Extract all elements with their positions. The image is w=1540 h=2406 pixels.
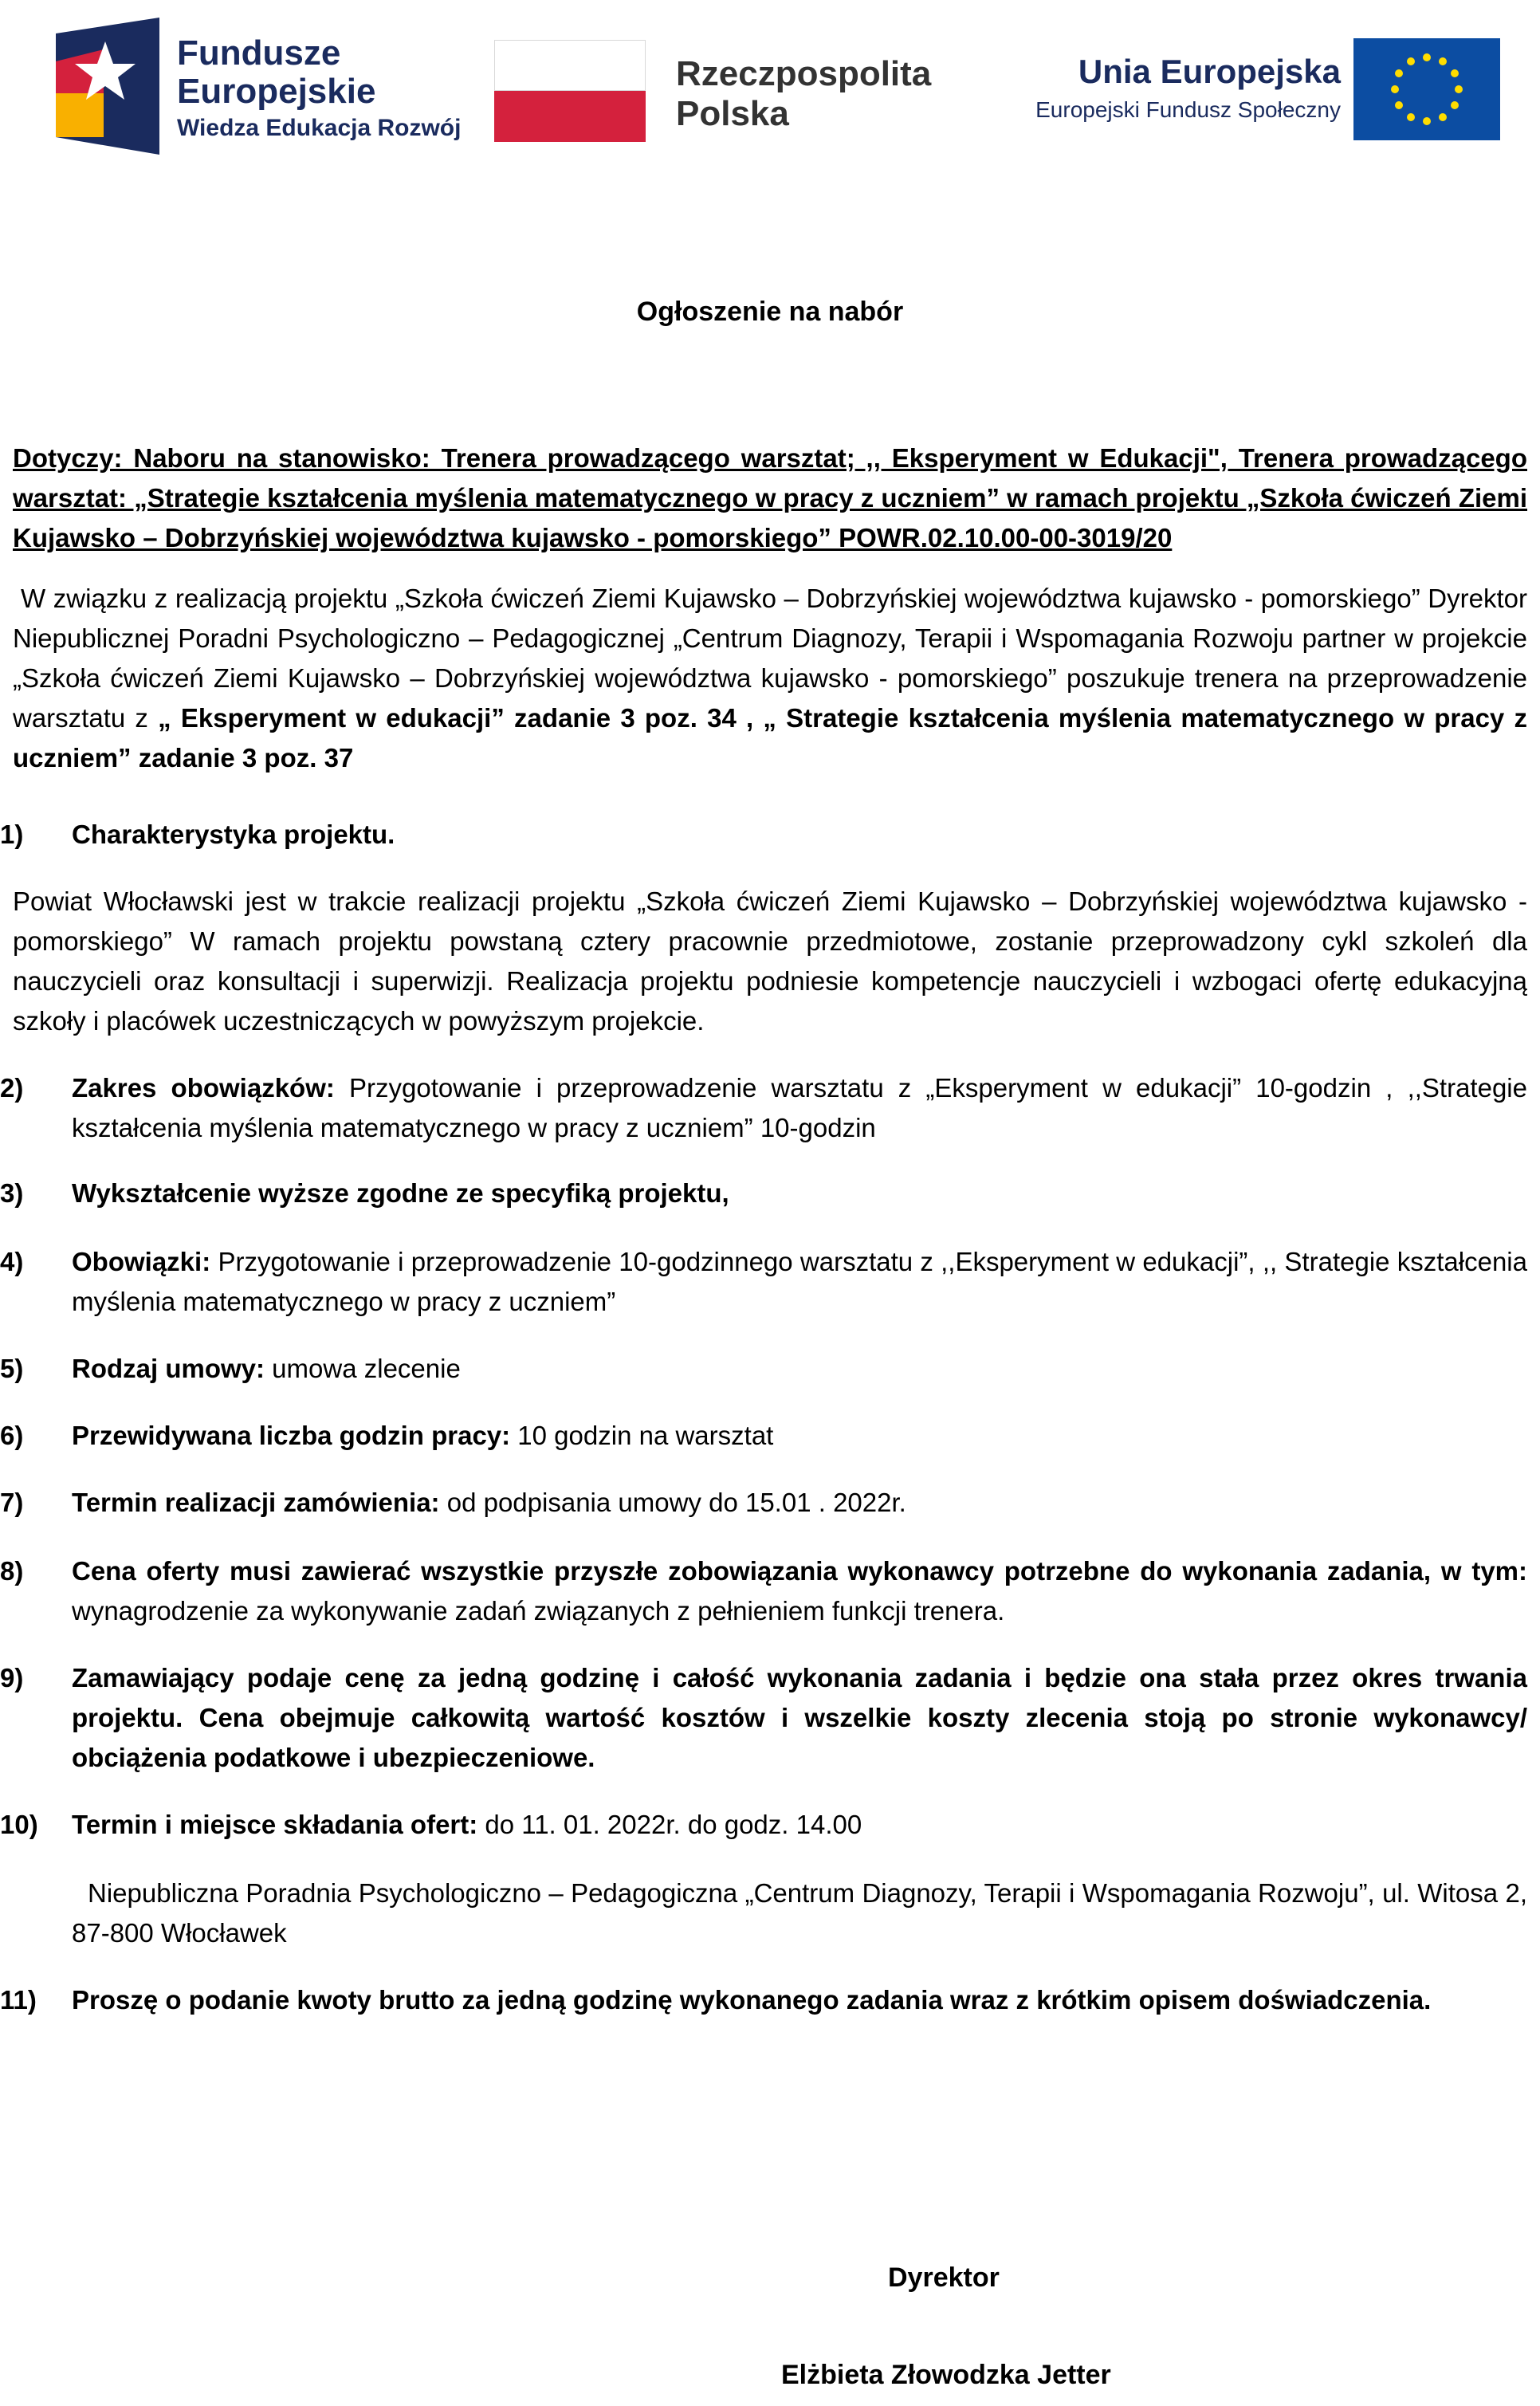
item-4-label: Obowiązki: — [72, 1247, 211, 1276]
item-4-number: 4) — [0, 1247, 24, 1276]
rp-line2: Polska — [676, 94, 789, 133]
item-3-number: 3) — [0, 1178, 24, 1208]
item-4-text: Przygotowanie i przeprowadzenie 10-godzinnego warsztatu z ,,Eksperyment w edukacji”, ,, Strategie kształcenia myślenia matematycznego w pracy z uczniem” — [72, 1247, 1527, 1316]
item-7-number: 7) — [0, 1488, 24, 1517]
fe-line1: Fundusze — [177, 33, 341, 73]
item-6-number: 6) — [0, 1421, 24, 1450]
intro-bold-text: „ Eksperyment w edukacji” zadanie 3 poz. 34 , „ Strategie kształcenia myślenia matematycznego w pracy z uczniem” zadanie 3 poz. 37 — [13, 703, 1528, 773]
item-10-label: Termin i miejsce składania ofert: — [72, 1810, 478, 1839]
item-11 — [0, 1980, 1527, 2020]
unia-europejska-logo — [1011, 38, 1500, 142]
rzeczpospolita-polska-logo — [494, 40, 941, 142]
item-6-text: 10 godzin na warsztat — [510, 1421, 774, 1450]
ue-line2: Europejski Fundusz Społeczny — [1035, 97, 1341, 122]
item-2-text: Przygotowanie i przeprowadzenie warsztatu z „Eksperyment w edukacji” 10-godzin , ,,Strategie kształcenia myślenia matematycznego w pracy z uczniem” 10-godzin — [72, 1073, 1527, 1142]
intro-paragraph — [13, 579, 1527, 778]
rp-line1: Rzeczpospolita — [676, 54, 932, 93]
item-1 — [0, 815, 1527, 855]
fe-line3: Wiedza Edukacja Rozwój — [177, 115, 462, 141]
item-11-number: 11) — [0, 1985, 37, 2015]
polish-flag-icon — [494, 40, 646, 142]
item-6-label: Przewidywana liczba godzin pracy: — [72, 1421, 511, 1450]
item-2-number: 2) — [0, 1073, 24, 1103]
item-6 — [0, 1416, 1527, 1456]
item-9 — [0, 1658, 1527, 1778]
item-2 — [0, 1068, 1527, 1148]
eu-flag-icon — [1353, 38, 1500, 140]
signature-name: Elżbieta Złowodzka Jetter — [781, 2360, 1111, 2390]
item-10-number: 10) — [0, 1810, 38, 1839]
page-title: Ogłoszenie na nabór — [636, 297, 904, 327]
item-10-text: do 11. 01. 2022r. do godz. 14.00 — [477, 1810, 862, 1839]
item-7 — [0, 1483, 1527, 1523]
project-paragraph: Powiat Włocławski jest w trakcie realizacji projektu „Szkoła ćwiczeń Ziemi Kujawsko – Dobrzyńskiej województwa kujawsko - pomorskiego” W ramach projektu powstaną cztery pracownie przedmiotowe, zostanie przeprowadzony cykl szkoleń dla nauczycieli oraz konsultacji i superwizji. Realizacja projektu podniesie kompetencje nauczycieli i wzbogaci ofertę edukacyjną szkoły i placówek uczestniczących w powyższym projekcie. — [13, 887, 1527, 1036]
item-3-label: Wykształcenie wyższe zgodne ze specyfiką projektu, — [72, 1178, 729, 1208]
item-5-label: Rodzaj umowy: — [72, 1354, 265, 1383]
item-1-label: Charakterystyka projektu. — [72, 820, 395, 849]
address-paragraph: Niepubliczna Poradnia Psychologiczno – Pedagogiczna „Centrum Diagnozy, Terapii i Wspomagania Rozwoju”, ul. Witosa 2, 87-800 Włocławek — [72, 1878, 1527, 1948]
item-9-label: Zamawiający podaje cenę za jedną godzinę i całość wykonania zadania i będzie ona stała przez okres trwania projektu. Cena obejmuje całkowitą wartość kosztów i wszelkie koszty zlecenia stoją po stronie wykonawcy/ obciążenia podatkowe i ubezpieczeniowe. — [72, 1663, 1527, 1772]
item-1-number: 1) — [0, 820, 24, 849]
item-4 — [0, 1242, 1527, 1322]
ue-line1: Unia Europejska — [1078, 53, 1341, 90]
signature-role: Dyrektor — [888, 2263, 1000, 2293]
item-8-number: 8) — [0, 1556, 24, 1586]
item-8-label: Cena oferty musi zawierać wszystkie przyszłe zobowiązania wykonawcy potrzebne do wykonania zadania, w tym: — [72, 1556, 1527, 1586]
item-8 — [0, 1551, 1527, 1631]
intro-text: W związku z realizacją projektu „Szkoła ćwiczeń Ziemi Kujawsko – Dobrzyńskiej województwa kujawsko - pomorskiego” Dyrektor Niepublicznej Poradni Psychologiczno – Pedagogicznej „Centrum Diagnozy, Terapii i Wspomagania Rozwoju partner w projekcie „Szkoła ćwiczeń Ziemi Kujawsko – Dobrzyńskiej województwa kujawsko - pomorskiego” poszukuje trenera na przeprowadzenie warsztatu z — [13, 584, 1527, 733]
fundusze-europejskie-logo — [48, 18, 462, 155]
item-5-number: 5) — [0, 1354, 24, 1383]
subject-paragraph: Dotyczy: Naboru na stanowisko: Trenera prowadzącego warsztat; ,, Eksperyment w Edukacji", Trenera prowadzącego warsztat: „Strategie kształcenia myślenia matematycznego w pracy z uczniem” w ramach projektu „Szkoła ćwiczeń Ziemi Kujawsko – Dobrzyńskiej województwa kujawsko - pomorskiego” POWR.02.10.00-00-3019/20 — [13, 443, 1528, 552]
item-5-text: umowa zlecenie — [265, 1354, 461, 1383]
item-11-label: Proszę o podanie kwoty brutto za jedną godzinę wykonanego zadania wraz z krótkim opisem doświadczenia. — [72, 1985, 1432, 2015]
item-9-number: 9) — [0, 1663, 24, 1692]
item-5 — [0, 1349, 1527, 1389]
item-8-text: wynagrodzenie za wykonywanie zadań związanych z pełnieniem funkcji trenera. — [72, 1596, 1005, 1626]
item-7-label: Termin realizacji zamówienia: — [72, 1488, 440, 1517]
item-3 — [0, 1174, 1527, 1213]
item-2-label: Zakres obowiązków: — [72, 1073, 335, 1103]
item-7-text: od podpisania umowy do 15.01 . 2022r. — [439, 1488, 906, 1517]
fe-star-icon — [48, 18, 167, 155]
logo-bar — [0, 0, 1540, 159]
fe-line2: Europejskie — [177, 72, 376, 111]
item-10 — [0, 1805, 1527, 1845]
